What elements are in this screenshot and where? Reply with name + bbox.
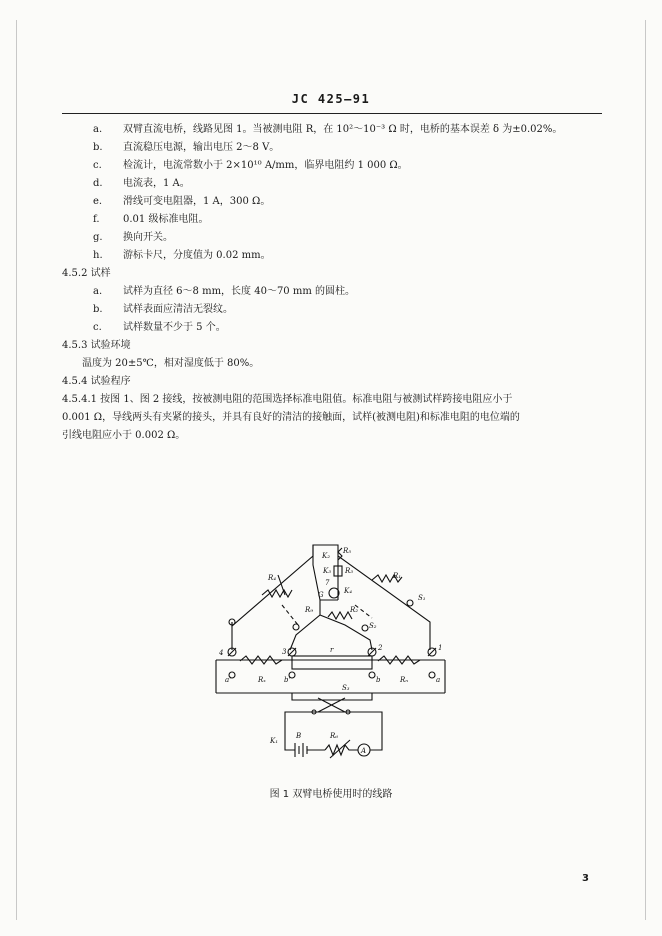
section-4-5-4: 4.5.4 试验程序 [62,376,131,387]
label-b: b [376,676,381,684]
label-r6: R₆ [330,732,339,740]
label-g: G [318,591,324,599]
figure-caption: 图 1 双臂电桥使用时的线路 [269,789,393,800]
page-header: JC 425—91 [291,92,371,106]
label-r3: R₃ [345,567,354,575]
resistor-r2 [328,612,352,619]
item-text: 试样数量不少于 5 个。 [123,322,226,333]
dashed-lead-r4 [282,605,298,625]
environment-text: 温度为 20±5℃，相对湿度低于 80%。 [82,358,260,369]
label-r: r [330,646,334,654]
label-k3: K₃ [323,567,332,575]
item-label: b. [93,304,103,315]
item-text: 检流计，电流常数小于 2×10¹⁰ A/mm，临界电阻约 1 000 Ω。 [123,160,408,171]
label-a-prime: a' [225,676,232,684]
label-k4: K₄ [344,587,353,595]
item-text: 滑线可变电阻器，1 A，300 Ω。 [123,196,271,207]
item-label: d. [93,178,103,189]
label-r4: R₄ [268,574,277,582]
item-text: 直流稳压电源，输出电压 2～8 V。 [123,142,280,153]
label-r5: R₅ [343,547,352,555]
figure-labels [218,547,442,755]
label-terminal-1: 1 [438,644,443,652]
procedure-line-3: 引线电阻应小于 0.002 Ω。 [62,430,186,441]
label-battery: B [296,732,302,740]
label-terminal-3: 3 [282,648,287,656]
item-label: b. [93,142,103,153]
item-label: g. [93,232,103,243]
label-k1: K₁ [270,737,279,745]
label-r2: R₂ [350,606,359,614]
item-label: f. [93,214,100,225]
label-terminal-4: 4 [219,649,224,657]
item-label: a. [93,286,103,297]
item-label: h. [93,250,103,261]
label-rx: Rₓ [258,676,266,684]
page-number: 3 [582,873,589,884]
label-s2: S₂ [369,622,377,630]
label-rn: Rₙ [400,676,409,684]
label-r1: R₁ [393,572,402,580]
label-7: 7 [325,579,330,587]
label-s3: S₃ [342,684,350,692]
item-label: c. [93,322,102,333]
item-text: 0.01 级标准电阻。 [123,214,209,225]
item-text: 电流表，1 A。 [123,178,190,189]
item-label: e. [93,196,103,207]
procedure-line-1: 4.5.4.1 按图 1、图 2 接线，按被测电阻的范围选择标准电阻值。标准电阻与被测试样跨接电阻应小于 [62,394,513,405]
reversing-switch-s3 [292,693,372,714]
section-4-5-2: 4.5.2 试样 [62,268,111,279]
label-s1: S₁ [418,594,426,602]
item-text: 试样为直径 6～8 mm，长度 40～70 mm 的圆柱。 [123,286,355,297]
label-b-prime: b' [284,676,291,684]
label-ammeter: A [361,747,367,755]
section-4-5-3: 4.5.3 试验环境 [62,340,131,351]
item-label: c. [93,160,102,171]
label-terminal-2: 2 [378,644,383,652]
item-text: 双臂直流电桥，线路见图 1。当被测电阻 R，在 10²～10⁻³ Ω 时，电桥的基本误差 δ 为±0.02%。 [123,124,563,135]
item-text: 游标卡尺，分度值为 0.02 mm。 [123,250,271,261]
procedure-line-2: 0.001 Ω，导线两头有夹紧的接头，并具有良好的清洁的接触面，试样(被测电阻)和标准电阻的电位端的 [62,412,520,423]
item-text: 换向开关。 [123,232,173,243]
label-rm: R₉ [305,606,314,614]
item-label: a. [93,124,103,135]
item-text: 试样表面应清洁无裂纹。 [123,304,233,315]
label-a: a [436,676,441,684]
label-k2: K₂ [322,552,331,560]
